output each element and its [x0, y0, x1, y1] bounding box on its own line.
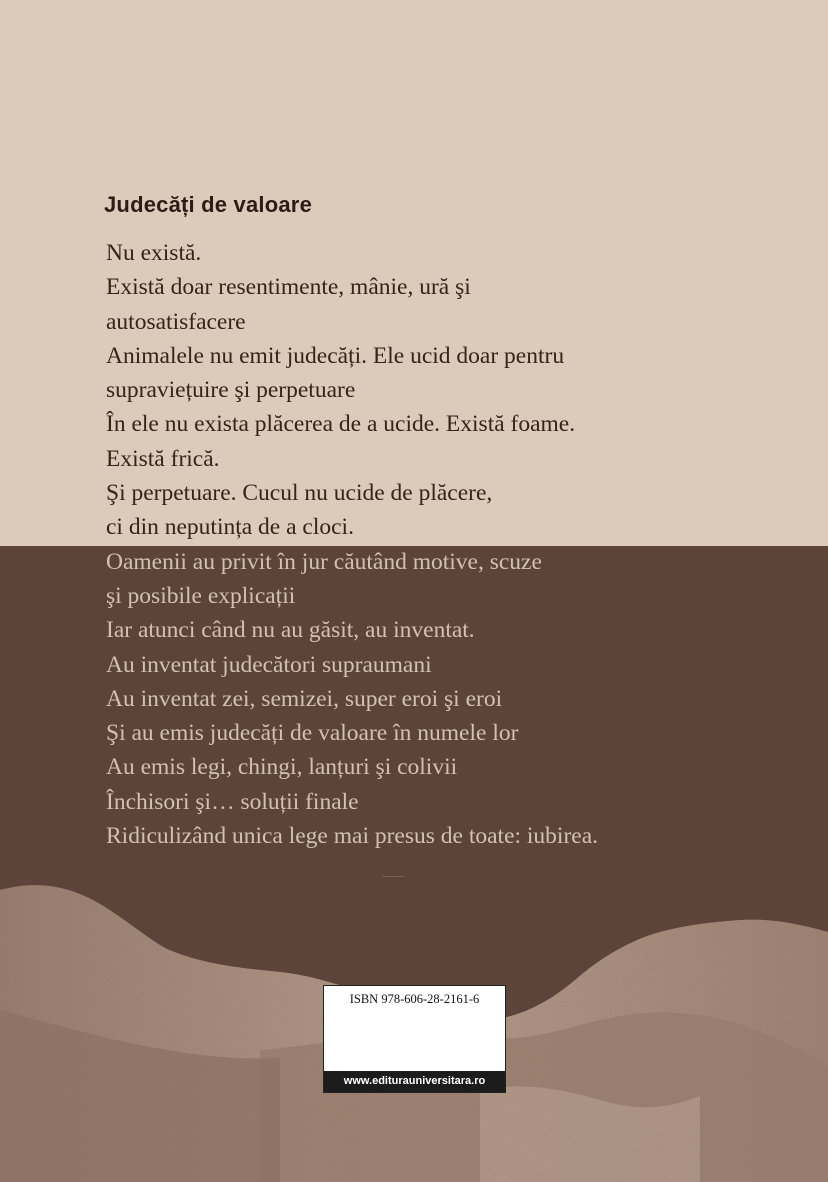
poem-line: Au inventat zei, semizei, super eroi şi eroi [106, 685, 503, 712]
poem-line: ci din neputința de a cloci. [106, 514, 354, 541]
poem-line: Au inventat judecători supraumani [106, 651, 432, 678]
poem [106, 236, 598, 853]
decorative-divider [382, 876, 404, 877]
poem-line: Ridiculizând unica lege mai presus de toate: iubirea. [106, 823, 599, 850]
isbn-number: ISBN 978-606-28-2161-6 [349, 992, 480, 1006]
poem-line: Oamenii au privit în jur căutând motive, scuze [106, 548, 542, 575]
poem-line: autosatisfacere [106, 308, 246, 335]
poem-line: Au emis legi, chingi, lanțuri şi colivii [106, 754, 458, 781]
poem-line: Nu există. [106, 240, 202, 266]
poem-line: În ele nu exista plăcerea de a ucide. Există foame. [106, 411, 576, 438]
poem-line: Şi perpetuare. Cucul nu ucide de plăcere, [106, 480, 493, 507]
poem-line: Iar atunci când nu au găsit, au inventat. [106, 617, 475, 644]
poem-line: Şi au emis judecăți de valoare în numele lor [106, 720, 519, 747]
page-title: Judecăți de valoare [104, 192, 313, 217]
poem-line: Există doar resentimente, mânie, ură şi [106, 274, 471, 301]
poem-line: Există frică. [106, 445, 220, 472]
publisher-url: www.editurauniversitara.ro [324, 1071, 505, 1092]
poem-line: Închisori şi… soluții finale [106, 788, 359, 815]
poem-line: şi posibile explicații [106, 582, 296, 609]
poem-line: Animalele nu emit judecăți. Ele ucid doar pentru [106, 342, 565, 369]
isbn-barcode-box [323, 985, 506, 1093]
poem-line: supraviețuire şi perpetuare [106, 377, 356, 404]
